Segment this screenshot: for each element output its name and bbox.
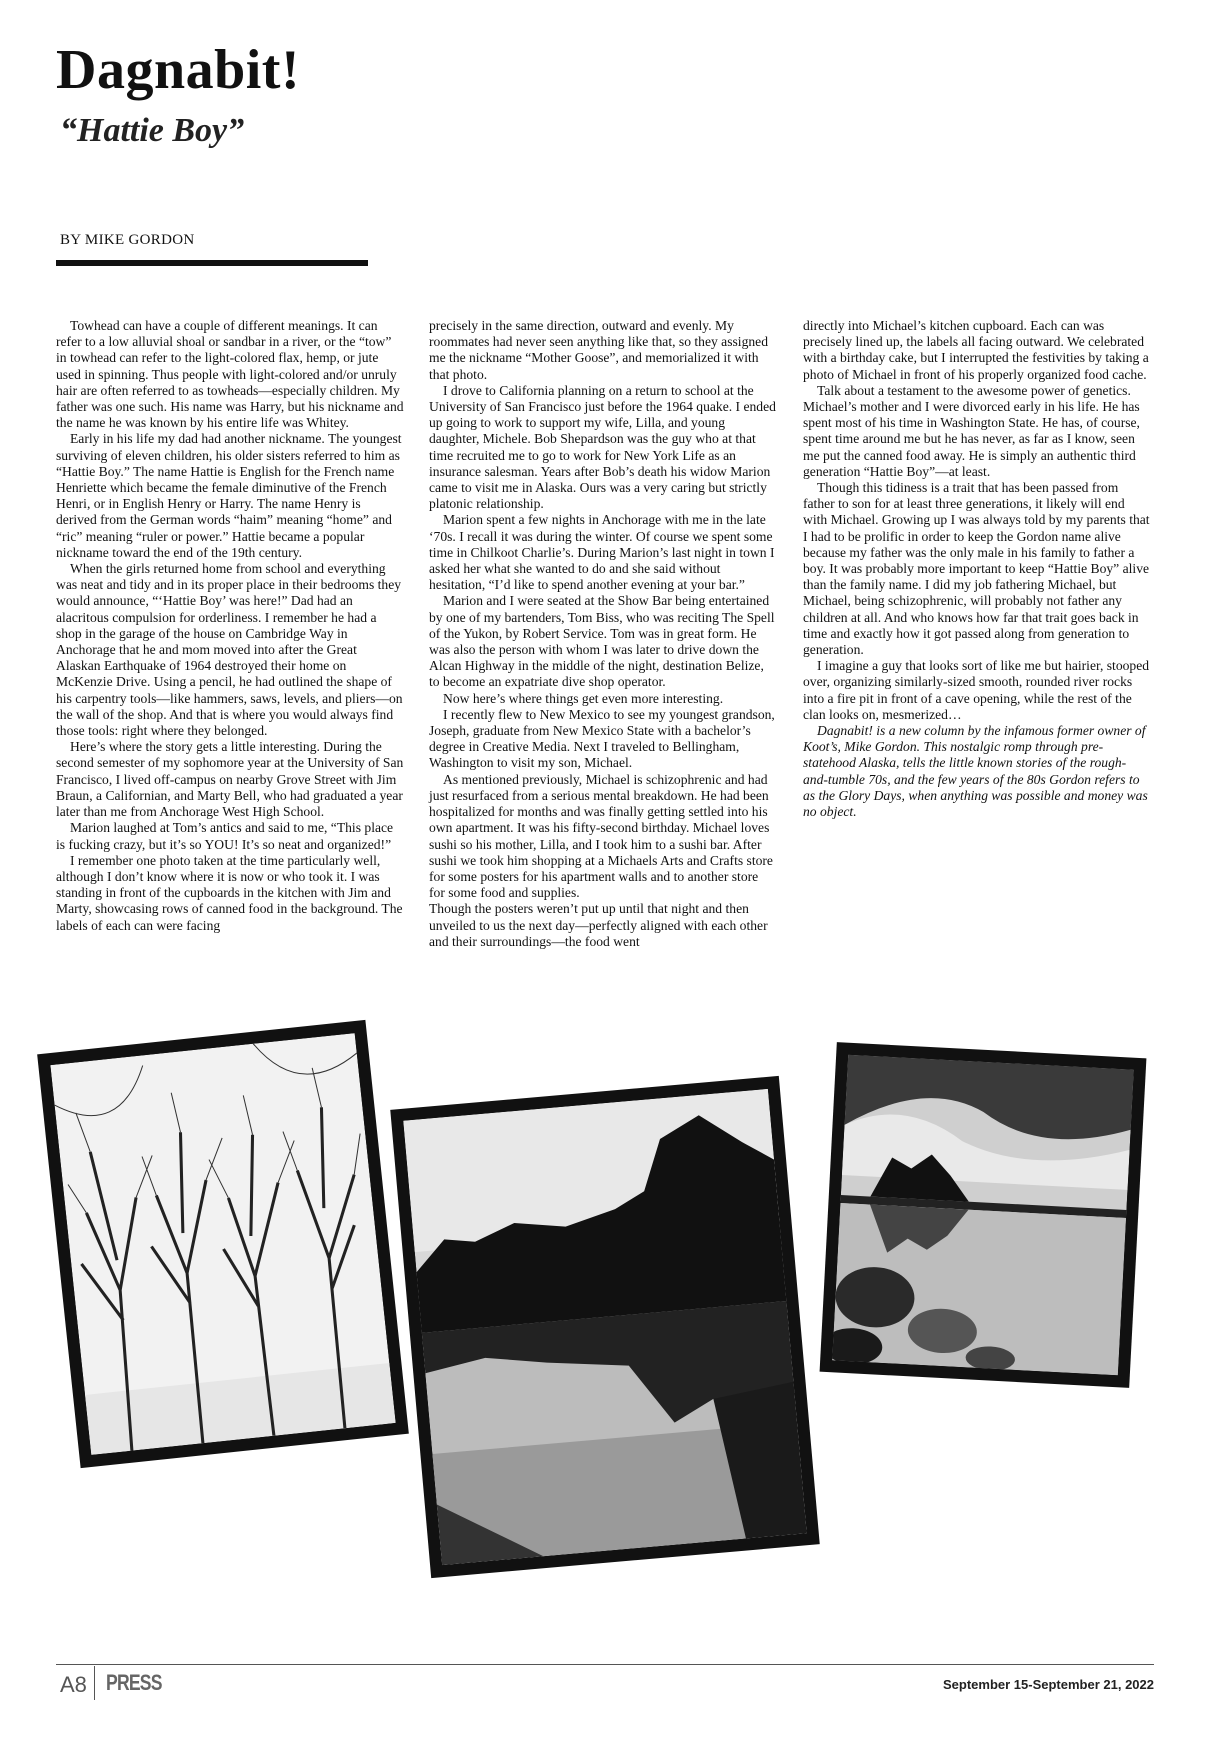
article-column-3 xyxy=(803,318,1151,820)
deck-subtitle: “Hattie Boy” xyxy=(60,112,245,149)
paragraph: Though the posters weren’t put up until that night and then unveiled to us the next day—perfectly aligned with each other and their surroundings—the food went xyxy=(429,901,768,949)
article-column-2 xyxy=(429,318,777,950)
masthead-logo: PRESS xyxy=(106,1670,162,1695)
footer-divider xyxy=(94,1666,95,1700)
headline: Dagnabit! xyxy=(56,39,301,101)
column-tagline: Dagnabit! is a new column by the infamous former owner of Koot’s, Mike Gordon. This nostalgic romp through pre-statehood Alaska, tells the little known stories of the rough-and-tumble 70s, and the few years of the 80s Gordon refers to as the Glory Days, when anything was possible and money was no object. xyxy=(803,723,1148,820)
paragraph: As mentioned previously, Michael is schizophrenic and had just resurfaced from a serious mental breakdown. He had been hospitalized for months and was finally getting settled into his own apartment. It was his fifty-second birthday. Michael loves sushi so his mother, Lilla, and I took him to a sushi bar. After sushi we took him shopping at a Michaels Arts and Crafts store for some posters for his apartment walls and to another store for some food and supplies. xyxy=(429,771,773,901)
paragraph: I drove to California planning on a return to school at the University of San Francisco just before the 1964 quake. I ended up going to work to support my wife, Lilla, and young daughter, Michele. Bob Shepardson was the guy who at that time recruited me to go to work for New York Life as an insurance salesman. Years after Bob’s death his widow Marion came to visit me in Alaska. Ours was a very caring but strictly platonic relationship. xyxy=(429,382,776,512)
byline: BY MIKE GORDON xyxy=(60,232,195,248)
paragraph: Now here’s where things get even more interesting. xyxy=(443,690,724,706)
paragraph: I imagine a guy that looks sort of like me but hairier, stooped over, organizing similarly-sized smooth, rounded river rocks into a fire pit in front of a cave opening, while the rest of the clan looks on, mesmerized… xyxy=(803,658,1150,722)
paragraph: I recently flew to New Mexico to see my youngest grandson, Joseph, graduate from New Mexico State with a bachelor’s degree in Creative Media. Next I traveled to Bellingham, Washington to visit my son, Michael. xyxy=(429,706,775,771)
page-number: A8 xyxy=(60,1672,87,1697)
paragraph: precisely in the same direction, outward and evenly. My roommates had never seen anything like that, so they assigned me the nickname “Mother Goose”, and memorialized it with that photo. xyxy=(429,318,769,382)
photo-lake-clouds xyxy=(820,1042,1147,1388)
paragraph: Though this tidiness is a trait that has been passed from father to son for at least three generations, it likely will end with Michael. Growing up I was always told by my parents that I had to be prolific in order to keep the Gordon name alive because my father was the only male in his family to father a boy. It was probably more important to keep “Hattie Boy” alive than the family name. I did my job fathering Michael, but Michael, being schizophrenic, will probably not father any children at all. And who knows how far that trait goes back in time and exactly how it got passed along from generation to generation. xyxy=(803,480,1150,658)
footer-rule xyxy=(56,1664,1154,1665)
paragraph: Marion laughed at Tom’s antics and said to me, “This place is fucking crazy, but it’s so YOU! It’s so neat and organized!” xyxy=(56,820,394,852)
photo-lake-trees xyxy=(390,1076,819,1578)
paragraph: Early in his life my dad had another nickname. The youngest surviving of eleven children, his older sisters referred to him as “Hattie Boy.” The name Hattie is English for the French name Henriette which became the female diminutive of the French Henri, or in English Henry or Harry. The name Henry is derived from the German words “haim” meaning “home” and “ric” meaning “ruler or power.” Hattie became a popular nickname toward the end of the 19th century. xyxy=(56,431,402,560)
paragraph: Marion spent a few nights in Anchorage with me in the late ‘70s. I recall it was during the winter. Of course we spent some time in Chilkoot Charlie’s. During Marion’s last night in town I asked her what she wanted to do and she said without hesitation, “I’d like to spend another evening at your bar.” xyxy=(429,512,775,593)
paragraph: Marion and I were seated at the Show Bar being entertained by one of my bartenders, Tom Biss, who was reciting The Spell of the Yukon, by Robert Service. Tom was in great form. He was also the person with whom I was later to drive down the Alcan Highway in the middle of the night, destination Belize, to become an expatriate dive shop operator. xyxy=(429,593,775,690)
paragraph: Talk about a testament to the awesome power of genetics. Michael’s mother and I were divorced early in his life. He has spent most of his time in Washington State. He has, of course, spent time around me but he has never, as far as I know, seen me put the canned food away. He is simply an authentic third generation “Hattie Boy”—at least. xyxy=(803,382,1140,479)
article-column-1 xyxy=(56,318,404,934)
byline-rule xyxy=(56,260,368,266)
paragraph: Here’s where the story gets a little interesting. During the second semester of my sophomore year at the University of San Francisco, I lived off-campus on nearby Grove Street with Jim Braun, a Californian, and Marty Bell, who had graduated a year later than me from Anchorage West High School. xyxy=(56,739,404,820)
issue-date: September 15-September 21, 2022 xyxy=(943,1677,1154,1692)
photo-bare-trees xyxy=(37,1020,409,1468)
paragraph: When the girls returned home from school and everything was neat and tidy and in its proper place in their bedrooms they would announce, “‘Hattie Boy’ was here!” Dad had an alacritous compulsion for orderliness. I remember he had a shop in the garage of the house on Cambridge Way in Anchorage that he and mom moved into after the Great Alaskan Earthquake of 1964 destroyed their home on McKenzie Drive. Using a pencil, he had outlined the shape of his carpentry tools—like hammers, saws, levels, and pliers—on the wall of the shop. And that is where you would always find those tools: right where they belonged. xyxy=(56,561,403,739)
paragraph: Towhead can have a couple of different meanings. It can refer to a low alluvial shoal or sandbar in a river, or the “tow” in towhead can refer to the light-colored flax, hemp, or jute used in spinning. Thus people with light-colored and/or unruly hair are often referred to as towheads—especially children. My father was one such. His name was Harry, but his nickname and the name he was known by his entire life was Whitey. xyxy=(56,318,404,431)
paragraph: I remember one photo taken at the time particularly well, although I don’t know where it is now or who took it. I was standing in front of the cupboards in the kitchen with Jim and Marty, showcasing rows of canned food in the background. The labels of each can were facing xyxy=(56,852,403,933)
paragraph: directly into Michael’s kitchen cupboard. Each can was precisely lined up, the labels all facing outward. We celebrated with a birthday cake, but I interrupted the festivities by taking a photo of Michael in front of his properly organized food cache. xyxy=(803,318,1149,382)
